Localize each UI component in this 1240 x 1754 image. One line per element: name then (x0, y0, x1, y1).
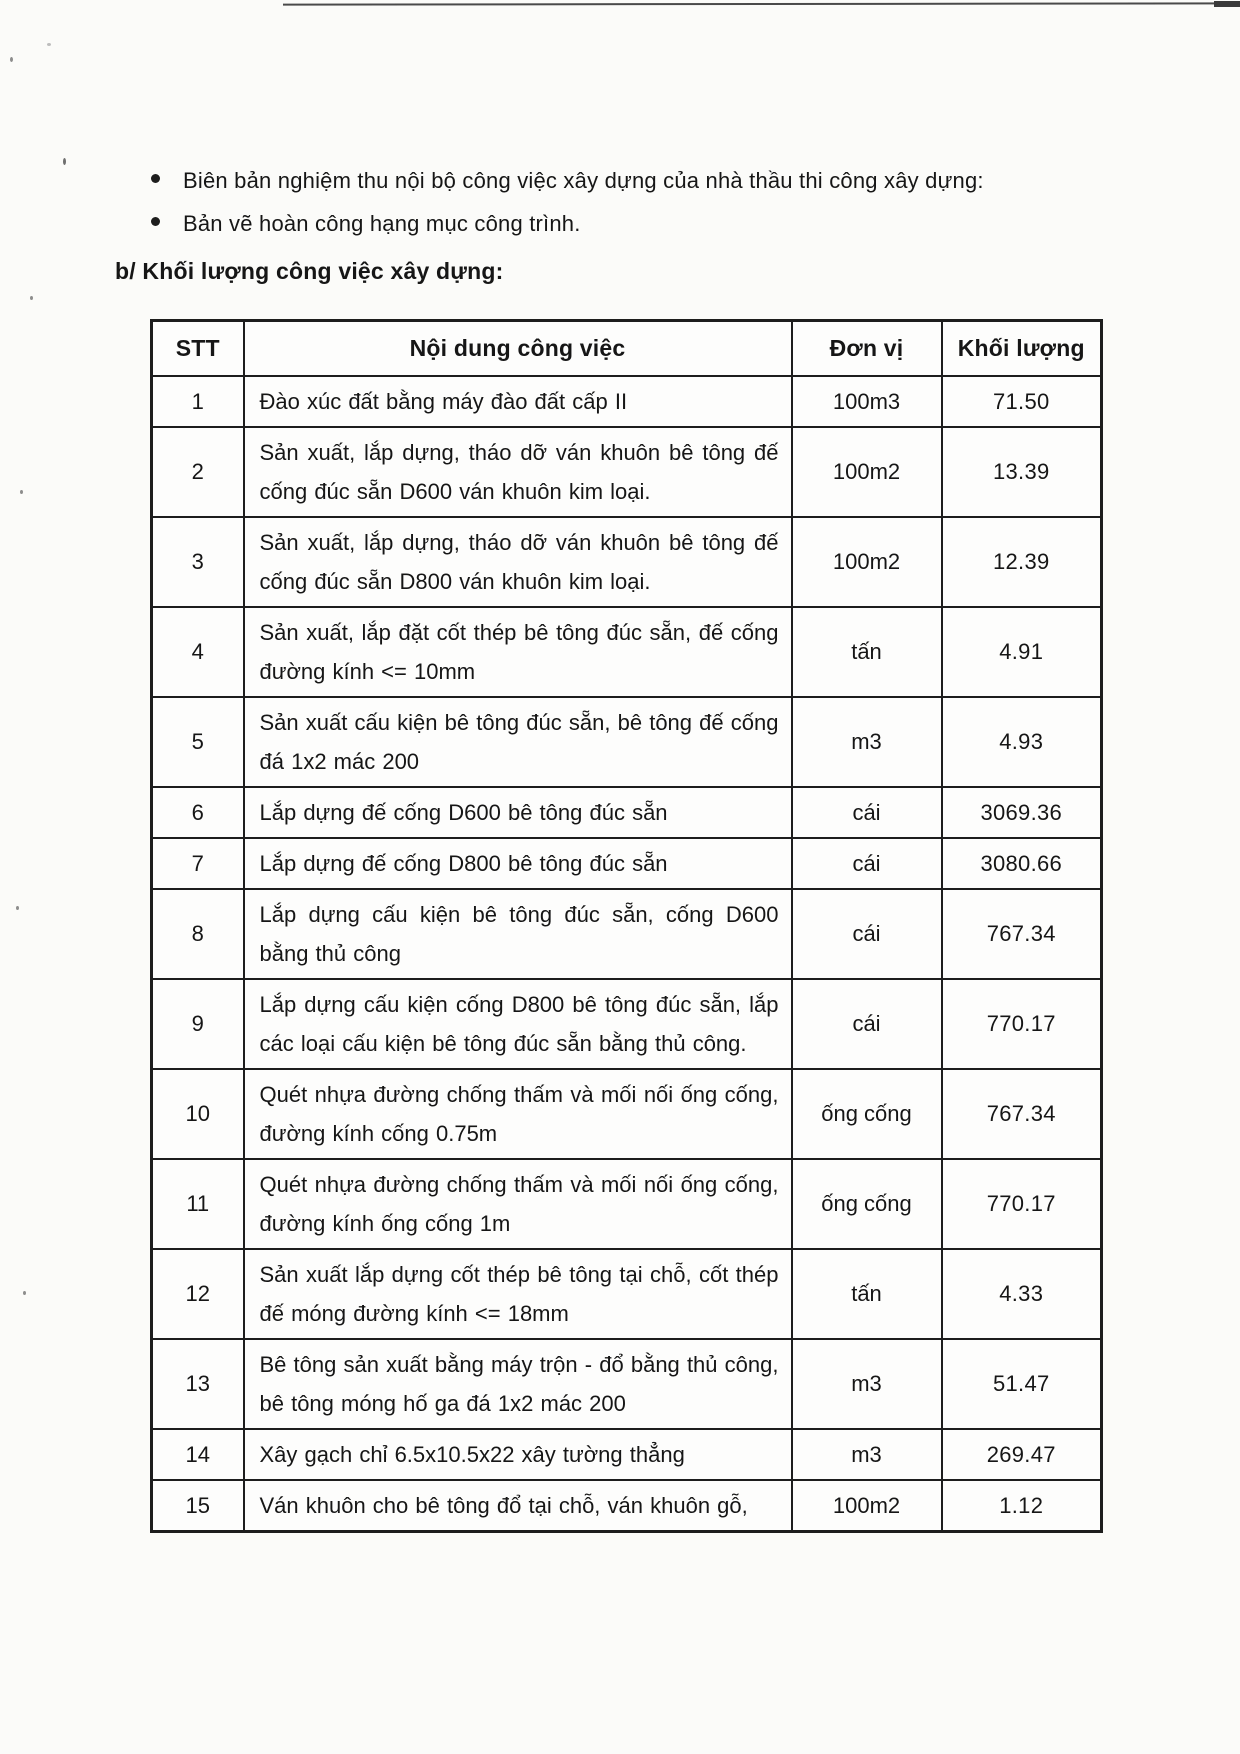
table-row (152, 427, 1102, 517)
bullet-text: Bản vẽ hoàn công hạng mục công trình. (183, 211, 581, 236)
scan-speck (47, 43, 51, 46)
section-heading: b/ Khối lượng công việc xây dựng: (115, 258, 504, 284)
row-quantity-cell: 4.33 (942, 1249, 1102, 1339)
table-row (152, 1249, 1102, 1339)
row-unit-cell: ống cống (792, 1159, 942, 1249)
header-stt: STT (152, 321, 244, 377)
row-stt-cell: 14 (152, 1429, 244, 1480)
table-row (152, 1480, 1102, 1532)
table-row (152, 979, 1102, 1069)
row-stt-cell: 10 (152, 1069, 244, 1159)
table-row (152, 1159, 1102, 1249)
work-items-tbody (152, 376, 1102, 1532)
row-stt-cell: 2 (152, 427, 244, 517)
header-don-vi: Đơn vị (792, 321, 942, 377)
row-quantity-cell: 51.47 (942, 1339, 1102, 1429)
table-row (152, 1069, 1102, 1159)
row-quantity-cell: 13.39 (942, 427, 1102, 517)
row-quantity-cell: 12.39 (942, 517, 1102, 607)
table-header (152, 321, 1102, 377)
scan-speck (63, 158, 66, 165)
row-quantity-cell: 767.34 (942, 1069, 1102, 1159)
row-stt-cell: 15 (152, 1480, 244, 1532)
scan-speck (23, 1291, 26, 1295)
row-work-description-cell: Sản xuất, lắp dựng, tháo dỡ ván khuôn bê tông đế cống đúc sẵn D800 ván khuôn kim loại. (244, 517, 792, 607)
document-content (115, 168, 1115, 1533)
row-quantity-cell: 1.12 (942, 1480, 1102, 1532)
row-unit-cell: tấn (792, 607, 942, 697)
scan-speck (16, 906, 19, 910)
table-row (152, 697, 1102, 787)
scan-speck (10, 57, 13, 62)
row-stt-cell: 6 (152, 787, 244, 838)
row-work-description-cell: Sản xuất cấu kiện bê tông đúc sẵn, bê tông đế cống đá 1x2 mác 200 (244, 697, 792, 787)
row-work-description-cell: Ván khuôn cho bê tông đổ tại chỗ, ván khuôn gỗ, (244, 1480, 792, 1532)
row-unit-cell: cái (792, 889, 942, 979)
row-unit-cell: 100m2 (792, 1480, 942, 1532)
row-unit-cell: cái (792, 838, 942, 889)
row-unit-cell: 100m2 (792, 517, 942, 607)
table-row (152, 889, 1102, 979)
row-unit-cell: 100m2 (792, 427, 942, 517)
row-quantity-cell: 4.91 (942, 607, 1102, 697)
row-work-description-cell: Xây gạch chỉ 6.5x10.5x22 xây tường thẳng (244, 1429, 792, 1480)
bullet-item-asbuilt-drawing (151, 211, 1115, 237)
work-volume-table (150, 319, 1103, 1533)
row-quantity-cell: 3080.66 (942, 838, 1102, 889)
row-unit-cell: cái (792, 979, 942, 1069)
scan-artifact-corner (1214, 1, 1240, 7)
bullet-list (151, 168, 1115, 237)
row-stt-cell: 12 (152, 1249, 244, 1339)
row-stt-cell: 9 (152, 979, 244, 1069)
row-work-description-cell: Quét nhựa đường chống thấm và mối nối ống cống, đường kính ống cống 1m (244, 1159, 792, 1249)
row-unit-cell: 100m3 (792, 376, 942, 427)
row-work-description-cell: Lắp dựng cấu kiện cống D800 bê tông đúc sẵn, lắp các loại cấu kiện bê tông đúc sẵn bằng thủ công. (244, 979, 792, 1069)
table-header-row (152, 321, 1102, 377)
row-work-description-cell: Lắp dựng cấu kiện bê tông đúc sẵn, cống D600 bằng thủ công (244, 889, 792, 979)
header-khoi-luong: Khối lượng (942, 321, 1102, 377)
row-unit-cell: ống cống (792, 1069, 942, 1159)
bullet-text: Biên bản nghiệm thu nội bộ công việc xây dựng của nhà thầu thi công xây dựng: (183, 168, 984, 193)
table-row (152, 517, 1102, 607)
table-row (152, 838, 1102, 889)
table-row (152, 607, 1102, 697)
row-work-description-cell: Sản xuất, lắp dựng, tháo dỡ ván khuôn bê tông đế cống đúc sẵn D600 ván khuôn kim loại. (244, 427, 792, 517)
row-unit-cell: m3 (792, 1429, 942, 1480)
row-work-description-cell: Bê tông sản xuất bằng máy trộn - đổ bằng thủ công, bê tông móng hố ga đá 1x2 mác 200 (244, 1339, 792, 1429)
scan-speck (30, 296, 33, 300)
table-row (152, 376, 1102, 427)
row-stt-cell: 11 (152, 1159, 244, 1249)
row-stt-cell: 4 (152, 607, 244, 697)
row-quantity-cell: 770.17 (942, 1159, 1102, 1249)
row-work-description-cell: Đào xúc đất bằng máy đào đất cấp II (244, 376, 792, 427)
row-work-description-cell: Quét nhựa đường chống thấm và mối nối ống cống, đường kính cống 0.75m (244, 1069, 792, 1159)
scan-speck (20, 490, 23, 494)
row-stt-cell: 3 (152, 517, 244, 607)
row-unit-cell: cái (792, 787, 942, 838)
row-work-description-cell: Sản xuất, lắp đặt cốt thép bê tông đúc sẵn, đế cống đường kính <= 10mm (244, 607, 792, 697)
row-unit-cell: m3 (792, 697, 942, 787)
row-work-description-cell: Lắp dựng đế cống D600 bê tông đúc sẵn (244, 787, 792, 838)
row-work-description-cell: Sản xuất lắp dựng cốt thép bê tông tại chỗ, cốt thép đế móng đường kính <= 18mm (244, 1249, 792, 1339)
row-quantity-cell: 770.17 (942, 979, 1102, 1069)
row-stt-cell: 5 (152, 697, 244, 787)
table-row (152, 1339, 1102, 1429)
row-unit-cell: tấn (792, 1249, 942, 1339)
row-stt-cell: 1 (152, 376, 244, 427)
row-stt-cell: 8 (152, 889, 244, 979)
scan-artifact-line (283, 2, 1240, 5)
row-quantity-cell: 4.93 (942, 697, 1102, 787)
row-unit-cell: m3 (792, 1339, 942, 1429)
bullet-icon (151, 217, 160, 226)
row-stt-cell: 7 (152, 838, 244, 889)
table-row (152, 1429, 1102, 1480)
row-quantity-cell: 3069.36 (942, 787, 1102, 838)
row-work-description-cell: Lắp dựng đế cống D800 bê tông đúc sẵn (244, 838, 792, 889)
table-row (152, 787, 1102, 838)
row-quantity-cell: 71.50 (942, 376, 1102, 427)
bullet-item-acceptance-report (151, 168, 1115, 194)
row-stt-cell: 13 (152, 1339, 244, 1429)
row-quantity-cell: 269.47 (942, 1429, 1102, 1480)
header-noi-dung: Nội dung công việc (244, 321, 792, 377)
bullet-icon (151, 174, 160, 183)
row-quantity-cell: 767.34 (942, 889, 1102, 979)
